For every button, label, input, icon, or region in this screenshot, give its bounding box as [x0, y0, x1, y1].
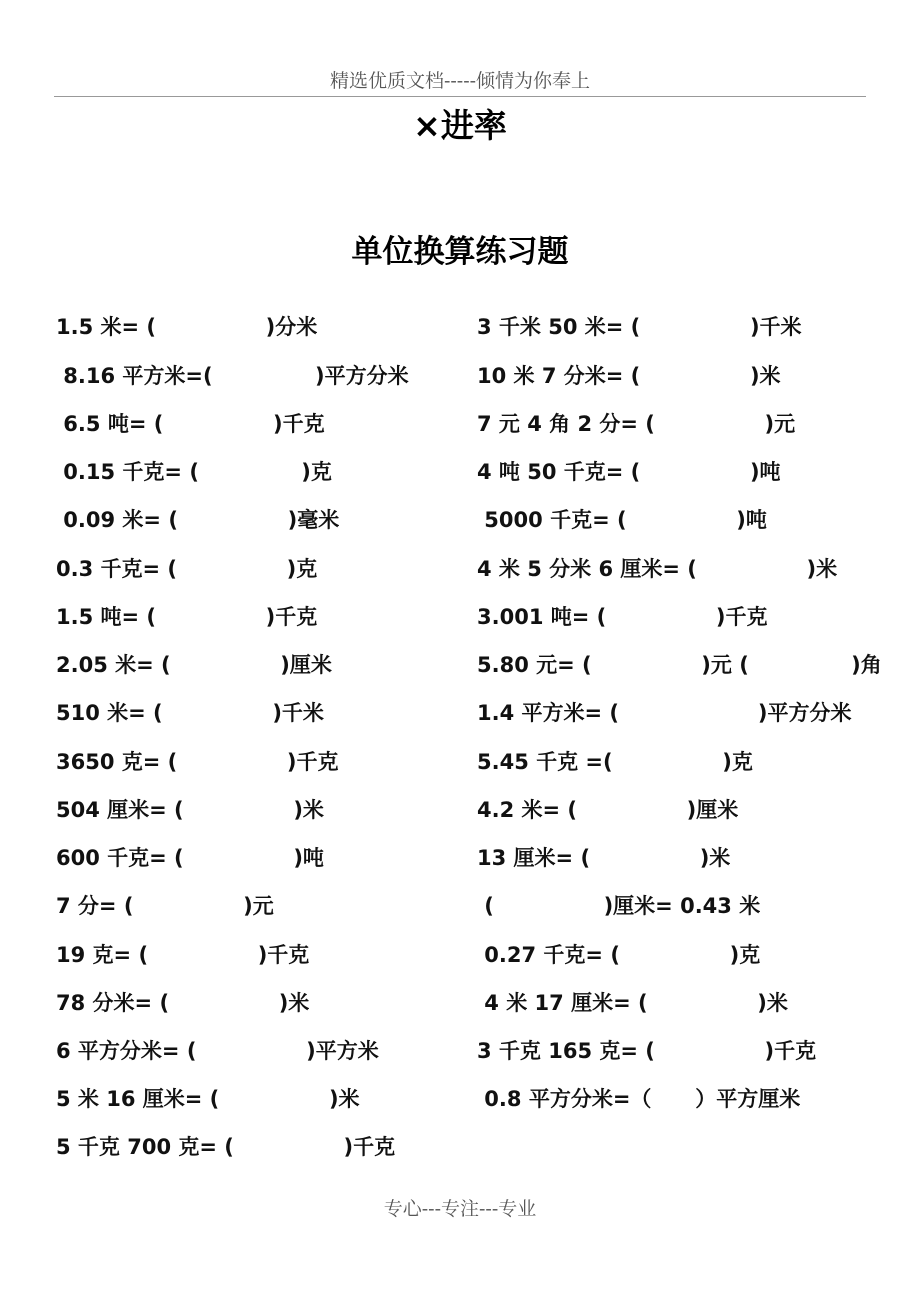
exercise-right-17: 0.8 平方分米=（ ）平方厘米	[477, 1087, 801, 1111]
exercise-left-17: 5 米 16 厘米= ( )米	[56, 1087, 360, 1111]
exercise-left-14: 19 克= ( )千克	[56, 943, 310, 967]
exercise-left-16: 6 平方分米= ( )平方米	[56, 1039, 379, 1063]
exercise-left-1: 1.5 米= ( )分米	[56, 315, 318, 339]
exercise-right-1: 3 千米 50 米= ( )千米	[477, 315, 802, 339]
exercise-left-12: 600 千克= ( )吨	[56, 846, 324, 870]
exercise-left-9: 510 米= ( )千米	[56, 701, 324, 725]
exercise-right-10: 5.45 千克 =( )克	[477, 750, 753, 774]
exercise-right-13: ( )厘米= 0.43 米	[477, 894, 761, 918]
exercise-left-11: 504 厘米= ( )米	[56, 798, 324, 822]
exercise-left-3: 6.5 吨= ( )千克	[56, 412, 325, 436]
exercise-right-16: 3 千克 165 克= ( )千克	[477, 1039, 817, 1063]
exercise-right-6: 4 米 5 分米 6 厘米= ( )米	[477, 557, 838, 581]
exercise-right-11: 4.2 米= ( )厘米	[477, 798, 739, 822]
exercise-right-5: 5000 千克= ( )吨	[477, 508, 767, 532]
exercise-left-18: 5 千克 700 克= ( )千克	[56, 1135, 396, 1159]
header-divider	[54, 96, 866, 97]
exercise-left-10: 3650 克= ( )千克	[56, 750, 339, 774]
exercise-right-4: 4 吨 50 千克= ( )吨	[477, 460, 781, 484]
page-header: 精选优质文档-----倾情为你奉上	[329, 70, 591, 92]
exercise-left-8: 2.05 米= ( )厘米	[56, 653, 332, 677]
exercise-left-2: 8.16 平方米=( )平方分米	[56, 364, 409, 388]
exercise-left-4: 0.15 千克= ( )克	[56, 460, 332, 484]
exercise-left-13: 7 分= ( )元	[56, 894, 274, 918]
exercise-left-5: 0.09 米= ( )毫米	[56, 508, 340, 532]
exercise-right-14: 0.27 千克= ( )克	[477, 943, 761, 967]
exercise-right-7: 3.001 吨= ( )千克	[477, 605, 768, 629]
conversion-rate-heading: ×进率	[413, 106, 507, 145]
exercise-right-12: 13 厘米= ( )米	[477, 846, 731, 870]
page-footer: 专心---专注---专业	[383, 1198, 537, 1220]
exercise-right-8: 5.80 元= ( )元 ( )角	[477, 653, 882, 677]
exercise-left-6: 0.3 千克= ( )克	[56, 557, 318, 581]
exercise-right-9: 1.4 平方米= ( )平方分米	[477, 701, 852, 725]
exercise-left-7: 1.5 吨= ( )千克	[56, 605, 318, 629]
exercise-right-2: 10 米 7 分米= ( )米	[477, 364, 781, 388]
exercise-right-15: 4 米 17 厘米= ( )米	[477, 991, 788, 1015]
worksheet-title: 单位换算练习题	[351, 234, 569, 270]
exercise-left-15: 78 分米= ( )米	[56, 991, 310, 1015]
exercise-right-3: 7 元 4 角 2 分= ( )元	[477, 412, 796, 436]
